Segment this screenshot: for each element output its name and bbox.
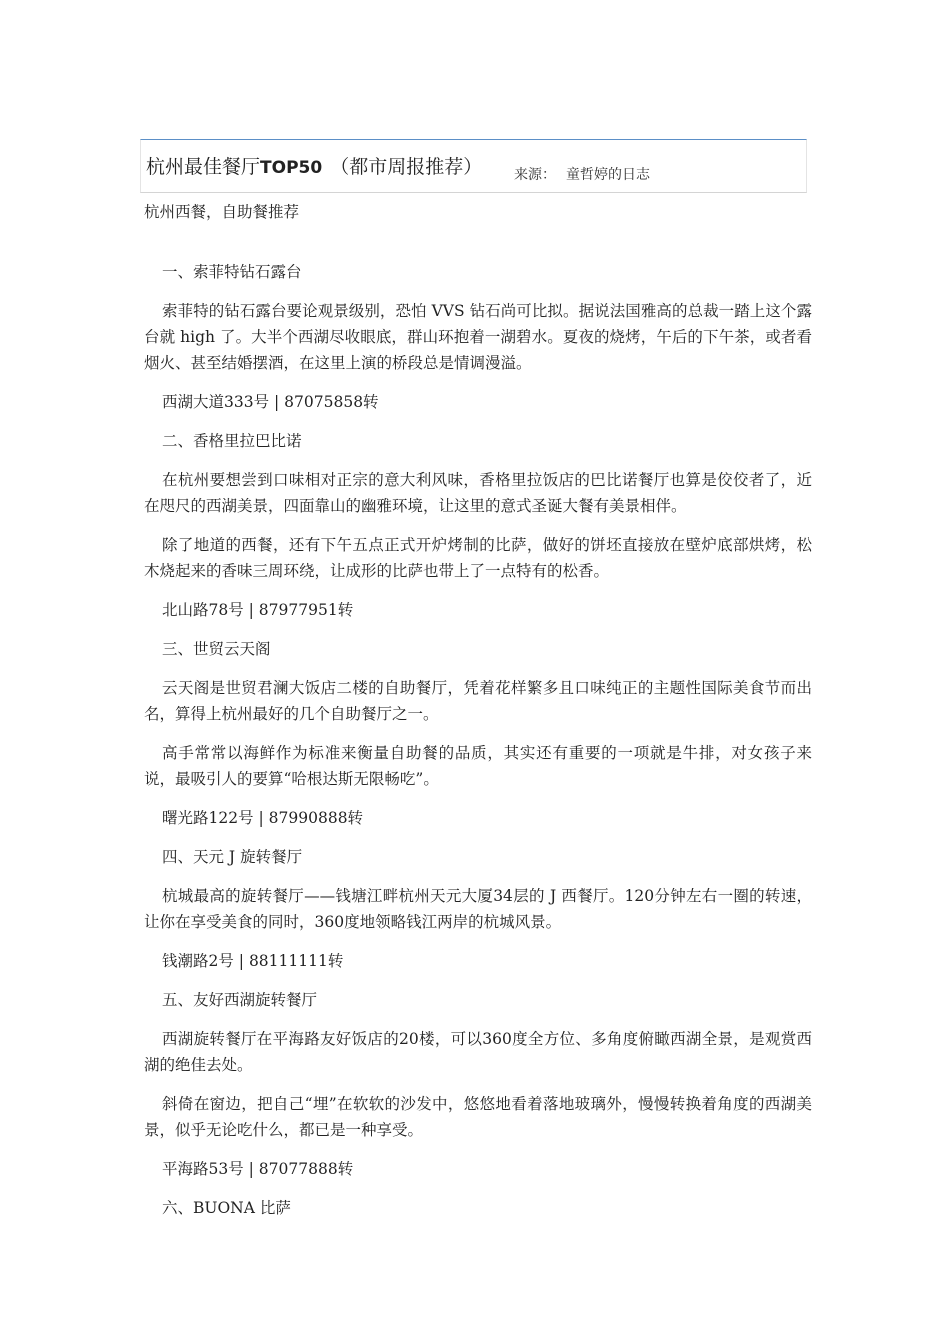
body-paragraph: 云天阁是世贸君澜大饭店二楼的自助餐厅，凭着花样繁多且口味纯正的主题性国际美食节而出名，算得上杭州最好的几个自助餐厅之一。 bbox=[144, 679, 812, 723]
section-heading: 一、索菲特钻石露台 bbox=[162, 263, 302, 281]
address-line: 北山路78号 | 87977951转 bbox=[162, 601, 354, 619]
title-main: 杭州最佳餐厅 bbox=[146, 156, 261, 178]
address-line: 曙光路122号 | 87990888转 bbox=[162, 809, 364, 827]
title-bold: TOP50 bbox=[260, 158, 323, 178]
article-header bbox=[140, 139, 807, 193]
body-paragraph: 斜倚在窗边，把自己“埋”在软软的沙发中，悠悠地看着落地玻璃外，慢慢转换着角度的西湖美景，似乎无论吃什么，都已是一种享受。 bbox=[144, 1095, 812, 1139]
body-paragraph: 高手常常以海鲜作为标准来衡量自助餐的品质，其实还有重要的一项就是牛排，对女孩子来说，最吸引人的要算“哈根达斯无限畅吃”。 bbox=[144, 744, 812, 788]
section-heading: 二、香格里拉巴比诺 bbox=[162, 432, 302, 450]
body-paragraph: 西湖旋转餐厅在平海路友好饭店的20楼，可以360度全方位、多角度俯瞰西湖全景，是观赏西湖的绝佳去处。 bbox=[144, 1030, 812, 1074]
article-body bbox=[144, 259, 812, 1234]
address-line: 平海路53号 | 87077888转 bbox=[162, 1160, 354, 1178]
body-paragraph: 索菲特的钻石露台要论观景级别，恐怕 VVS 钻石尚可比拟。据说法国雅高的总裁一踏上这个露台就 high 了。大半个西湖尽收眼底，群山环抱着一湖碧水。夏夜的烧烤，午后的下午茶，或者看烟火、甚至结婚摆酒，在这里上演的桥段总是情调漫溢。 bbox=[144, 302, 812, 372]
section-heading: 五、友好西湖旋转餐厅 bbox=[162, 991, 318, 1009]
body-paragraph: 杭城最高的旋转餐厅——钱塘江畔杭州天元大厦34层的 J 西餐厅。120分钟左右一圈的转速，让你在享受美食的同时，360度地领略钱江两岸的杭城风景。 bbox=[144, 887, 812, 931]
body-paragraph: 除了地道的西餐，还有下午五点正式开炉烤制的比萨，做好的饼坯直接放在壁炉底部烘烤，松木烧起来的香味三周环绕，让成形的比萨也带上了一点特有的松香。 bbox=[144, 536, 812, 580]
source-label: 来源： bbox=[514, 167, 556, 183]
article-title bbox=[146, 152, 482, 179]
title-sub: （都市周报推荐） bbox=[330, 156, 483, 178]
address-line: 钱潮路2号 | 88111111转 bbox=[162, 952, 344, 970]
section-heading: 三、世贸云天阁 bbox=[162, 640, 271, 658]
article-source bbox=[514, 164, 650, 184]
article-subtitle: 杭州西餐，自助餐推荐 bbox=[144, 203, 300, 221]
section-heading: 六、BUONA 比萨 bbox=[162, 1199, 291, 1217]
address-line: 西湖大道333号 | 87075858转 bbox=[162, 393, 379, 411]
section-heading: 四、天元 J 旋转餐厅 bbox=[162, 848, 303, 866]
body-paragraph: 在杭州要想尝到口味相对正宗的意大利风味，香格里拉饭店的巴比诺餐厅也算是佼佼者了，近在咫尺的西湖美景，四面靠山的幽雅环境，让这里的意式圣诞大餐有美景相伴。 bbox=[144, 471, 812, 515]
source-author-link[interactable]: 童哲婷的日志 bbox=[566, 167, 650, 183]
